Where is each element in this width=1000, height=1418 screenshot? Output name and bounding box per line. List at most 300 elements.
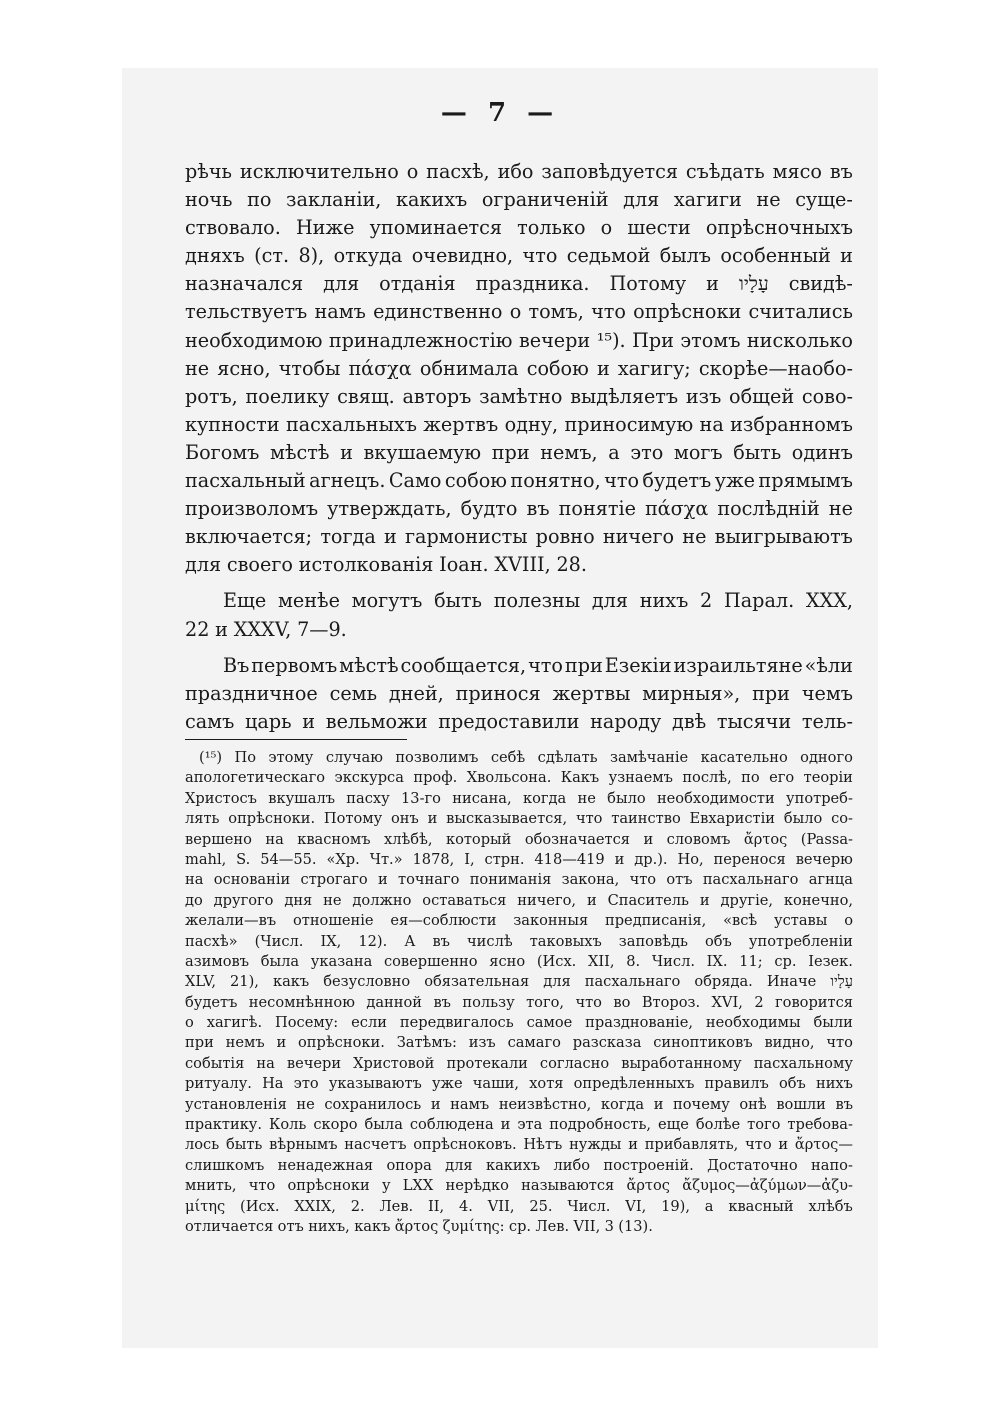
word: а xyxy=(704,1197,714,1215)
word: словомъ xyxy=(666,830,731,848)
main-line xyxy=(185,327,853,355)
word: желали—въ xyxy=(185,912,277,930)
word: Лев. xyxy=(535,1217,570,1235)
word: хагигу; xyxy=(617,356,691,380)
word: 2 xyxy=(754,993,764,1011)
word: на xyxy=(185,871,204,889)
word: о xyxy=(844,912,853,930)
word: 7—9. xyxy=(297,617,347,641)
word: вечерю xyxy=(795,850,853,868)
word: Въ xyxy=(223,653,250,677)
word: изъ xyxy=(685,384,722,408)
word: употреб- xyxy=(786,789,853,807)
word: Іезек. xyxy=(808,952,853,970)
word: ночь xyxy=(185,188,233,212)
word: ритуалу. xyxy=(185,1075,252,1093)
word: особенный xyxy=(720,244,831,268)
word: данной xyxy=(366,993,423,1011)
footnote-line xyxy=(185,932,853,952)
word: въ xyxy=(526,497,550,521)
word: ἄζυμος—ἀζύμων—ἀζυ- xyxy=(682,1177,853,1195)
word: ср. xyxy=(508,1217,532,1235)
word: S. xyxy=(236,850,251,868)
word: лять xyxy=(185,810,220,828)
word: 4. xyxy=(459,1197,473,1215)
word: ибо xyxy=(497,160,534,183)
word: 28. xyxy=(556,553,587,577)
word: пасхальнаго xyxy=(584,973,681,991)
word: отъ xyxy=(277,1217,304,1235)
word: II, xyxy=(428,1197,445,1215)
word: «ѣли xyxy=(804,653,853,677)
word: когда xyxy=(600,1095,645,1113)
word: себѣ xyxy=(490,749,526,766)
word: либо xyxy=(553,1156,591,1174)
word: первомъ xyxy=(251,653,338,677)
word: менѣе xyxy=(277,589,340,613)
word: не xyxy=(577,789,596,807)
main-line xyxy=(185,587,853,615)
word: обнимала xyxy=(419,356,519,380)
word: свидѣ- xyxy=(788,272,853,296)
main-line xyxy=(185,242,853,270)
main-line xyxy=(185,708,853,736)
word: на xyxy=(265,830,284,848)
word: выработанному xyxy=(621,1054,742,1072)
word: перенося xyxy=(713,850,786,868)
word: ἄρτος xyxy=(626,1177,670,1195)
word: и xyxy=(378,871,388,889)
word: чаши, xyxy=(472,1075,520,1093)
word: основаніи xyxy=(213,871,291,889)
word: Посему: xyxy=(275,1014,339,1032)
word: послѣдній xyxy=(717,497,820,521)
word: не xyxy=(682,525,707,549)
word: правилъ xyxy=(704,1075,769,1093)
word: построеній. xyxy=(603,1156,694,1174)
word: у xyxy=(381,1177,391,1195)
word: עָלָיו xyxy=(738,272,769,296)
word: при xyxy=(185,1034,214,1052)
word: не xyxy=(756,188,781,212)
word: синоптиковъ xyxy=(653,1034,753,1052)
word: было xyxy=(607,789,646,807)
footnote-line xyxy=(185,768,853,788)
word: касательно xyxy=(700,749,788,766)
word: онѣ xyxy=(739,1095,767,1113)
word: произволомъ xyxy=(185,497,319,521)
word: ея—соблюсти xyxy=(390,912,497,930)
word: говорится xyxy=(775,993,853,1011)
word: ствовало. xyxy=(185,216,281,240)
word: со- xyxy=(831,810,853,828)
word: мѣстѣ xyxy=(339,653,399,677)
word: нихъ xyxy=(639,589,689,613)
word: полезны xyxy=(493,589,581,613)
word: для xyxy=(445,1156,473,1174)
footnote xyxy=(185,748,853,1237)
word: этому xyxy=(268,749,314,766)
word: принадлежностію xyxy=(328,328,513,352)
word: что xyxy=(575,993,602,1011)
word: о xyxy=(509,300,522,324)
word: XXX, xyxy=(805,589,853,613)
word: (Исх. xyxy=(536,952,577,970)
word: на xyxy=(256,1054,275,1072)
word: назначался xyxy=(185,272,304,296)
footnote-line xyxy=(185,891,853,911)
word: узнаемъ xyxy=(608,769,673,787)
word: въ xyxy=(835,1095,853,1113)
word: XVIII, xyxy=(494,553,551,577)
word: строгаго xyxy=(300,871,368,889)
word: только xyxy=(517,216,586,240)
word: указываютъ xyxy=(328,1075,422,1093)
word: 1878, xyxy=(412,850,455,868)
word: очевидно, xyxy=(411,244,514,268)
word: для xyxy=(623,188,660,212)
word: VI, xyxy=(625,1197,647,1215)
word: событія xyxy=(185,1054,245,1072)
word: азимовъ xyxy=(185,952,250,970)
word: 8), xyxy=(298,244,325,268)
word: πάσχα xyxy=(645,497,709,521)
word: будетъ xyxy=(185,993,238,1011)
word: тельствуетъ xyxy=(185,300,308,324)
page-number: — 7 — xyxy=(440,98,560,128)
word: могутъ xyxy=(351,589,423,613)
word: быть xyxy=(434,589,482,613)
word: разсказа xyxy=(572,1034,642,1052)
word: ἄρτος xyxy=(394,1217,439,1235)
word: должно xyxy=(352,891,412,909)
word: томъ, xyxy=(528,300,584,324)
word: 21), xyxy=(230,973,259,991)
word: законныя xyxy=(513,912,589,930)
word: по xyxy=(741,769,760,787)
word: понятіе xyxy=(558,497,636,521)
word: не xyxy=(296,1095,315,1113)
word: отличается xyxy=(185,1217,274,1235)
word: обозначается xyxy=(524,830,631,848)
word: сохранилось xyxy=(324,1095,422,1113)
word: семь xyxy=(329,681,378,705)
word: 19), xyxy=(661,1197,690,1215)
word: (ст. xyxy=(254,244,290,268)
main-line xyxy=(185,616,853,644)
word: будто xyxy=(460,497,518,521)
footnote-line xyxy=(185,972,853,992)
word: передвигалось xyxy=(399,1014,514,1032)
word: намъ xyxy=(314,300,366,324)
main-line xyxy=(185,270,853,298)
word: Чт.» xyxy=(369,850,403,868)
word: почему xyxy=(673,1095,730,1113)
word: израильтяне xyxy=(673,653,803,677)
word: опрѣсноки xyxy=(633,300,742,324)
word: для xyxy=(185,553,222,577)
word: VII, xyxy=(573,1217,601,1235)
word: протекали xyxy=(446,1054,528,1072)
word: собою xyxy=(444,469,507,493)
word: ζυμίτης: xyxy=(442,1217,505,1235)
word: хлѣбъ xyxy=(808,1197,853,1215)
word: установленія xyxy=(185,1095,287,1113)
word: исключительно xyxy=(239,160,399,183)
word: Езекіи xyxy=(604,653,672,677)
footnote-line xyxy=(185,789,853,809)
word: обязательная xyxy=(424,973,530,991)
word: согласно xyxy=(539,1054,610,1072)
word: что xyxy=(826,1034,853,1052)
word: 22 xyxy=(185,617,210,641)
word: были xyxy=(813,1014,853,1032)
word: и xyxy=(699,891,710,909)
word: таковыхъ xyxy=(529,932,602,950)
word: На xyxy=(262,1075,284,1093)
word: хагигѣ. xyxy=(206,1014,263,1032)
footnote-line xyxy=(185,1054,853,1074)
footnote-line xyxy=(185,1095,853,1115)
word: что xyxy=(528,653,563,677)
word: какихъ xyxy=(485,1156,541,1174)
word: вошли xyxy=(776,1095,826,1113)
word: закона, xyxy=(561,871,620,889)
word: если xyxy=(351,1014,387,1032)
word: дней, xyxy=(388,681,444,705)
word: собою xyxy=(526,356,589,380)
word: (¹⁵) xyxy=(199,749,223,766)
word: случаю xyxy=(325,749,383,766)
word: ограниченій xyxy=(481,188,609,212)
word: нихъ xyxy=(815,1075,853,1093)
word: и xyxy=(276,1034,287,1052)
word: Коль xyxy=(269,1116,307,1134)
word: По xyxy=(234,749,257,766)
word: празднованіе, xyxy=(585,1014,693,1032)
word: для xyxy=(543,973,571,991)
word: Само xyxy=(388,469,442,493)
word: сдѣлать xyxy=(537,749,598,766)
word: Богомъ xyxy=(185,440,260,464)
word: и xyxy=(778,1136,789,1154)
word: Достаточно xyxy=(707,1156,798,1174)
word: Но, xyxy=(677,850,704,868)
word: и xyxy=(430,1095,441,1113)
word: XVI, xyxy=(711,993,743,1011)
word: о xyxy=(185,1014,194,1032)
word: одинъ xyxy=(791,440,853,464)
word: указана xyxy=(310,952,373,970)
word: какъ xyxy=(272,973,310,991)
word: чемъ xyxy=(801,681,853,705)
word: утверждать, xyxy=(327,497,452,521)
word: въ xyxy=(432,932,450,950)
word: Ниже xyxy=(295,216,355,240)
word: уставы xyxy=(774,912,828,930)
word: мирныя», xyxy=(642,681,741,705)
word: хотя xyxy=(529,1075,564,1093)
word: было xyxy=(783,810,823,828)
word: заповѣдуется xyxy=(541,160,678,183)
footnote-line xyxy=(185,1074,853,1094)
word: Потому xyxy=(323,810,383,828)
footnote-line xyxy=(185,809,853,829)
word: конечно, xyxy=(783,891,853,909)
word: опредѣленныхъ xyxy=(573,1075,695,1093)
word: лось xyxy=(185,1136,220,1154)
word: что xyxy=(248,1177,276,1195)
word: апологетическаго xyxy=(185,769,326,787)
footnote-line xyxy=(185,952,853,972)
word: проф. xyxy=(413,769,458,787)
word: того, xyxy=(526,993,565,1011)
word: одного xyxy=(800,749,853,766)
word: самаго xyxy=(507,1034,561,1052)
word: самое xyxy=(526,1014,573,1032)
word: ясно, xyxy=(217,356,271,380)
word: немъ xyxy=(225,1034,265,1052)
word: мясо xyxy=(772,160,822,183)
word: ровно xyxy=(535,525,595,549)
word: истолкованія xyxy=(298,553,434,577)
word: и xyxy=(614,850,625,868)
word: будетъ xyxy=(642,469,712,493)
word: избранномъ xyxy=(730,412,853,436)
word: единственно xyxy=(373,300,503,324)
word: Какъ xyxy=(560,769,600,787)
word: πάσχα xyxy=(348,356,412,380)
word: опрѣсноки xyxy=(287,1177,370,1195)
word: царь xyxy=(245,709,292,733)
word: употребленіи xyxy=(748,932,853,950)
word: это xyxy=(293,1075,319,1093)
word: скоро xyxy=(313,1116,358,1134)
footnote-line xyxy=(185,830,853,850)
word: и xyxy=(302,709,316,733)
main-line xyxy=(185,383,853,411)
word: по xyxy=(247,188,272,212)
word: чтобы xyxy=(278,356,341,380)
word: экскурса xyxy=(334,769,404,787)
word: неизвѣстно, xyxy=(498,1095,592,1113)
footnote-line xyxy=(185,870,853,890)
word: до xyxy=(185,891,203,909)
word: требова- xyxy=(787,1116,853,1134)
word: сово- xyxy=(801,384,853,408)
word: того xyxy=(747,1116,781,1134)
word: что xyxy=(745,1136,772,1154)
word: практику. xyxy=(185,1116,263,1134)
word: ἄρτος— xyxy=(794,1136,853,1154)
word: вечери xyxy=(518,328,591,352)
word: во xyxy=(613,993,631,1011)
word: пасхальный xyxy=(185,469,306,493)
word: который xyxy=(445,830,512,848)
main-line xyxy=(185,439,853,467)
word: отъ xyxy=(666,871,693,889)
word: ротъ, xyxy=(185,384,238,408)
word: вкушаемую xyxy=(363,440,482,464)
word: закланіи, xyxy=(286,188,382,212)
word: (Исх. xyxy=(240,1197,280,1215)
word: вкушалъ xyxy=(268,789,335,807)
word: приносимую xyxy=(564,412,694,436)
word: Спаситель xyxy=(607,891,689,909)
word: пасхальному xyxy=(753,1054,853,1072)
word: и xyxy=(340,440,353,464)
word: и xyxy=(586,891,597,909)
word: съѣдать xyxy=(685,160,765,183)
word: вѣрнымъ xyxy=(269,1136,338,1154)
word: болѣе xyxy=(695,1116,741,1134)
word: нихъ, xyxy=(308,1217,350,1235)
word: могъ xyxy=(673,440,723,464)
word: вельможи xyxy=(325,709,428,733)
word: называются xyxy=(521,1177,615,1195)
word: прямымъ xyxy=(758,469,853,493)
word: обряда. xyxy=(694,973,753,991)
word: квасный xyxy=(728,1197,794,1215)
word: и xyxy=(628,1136,638,1154)
word: немъ, xyxy=(540,440,598,464)
word: опрѣсночныхъ xyxy=(705,216,853,240)
word: ср. xyxy=(774,952,797,970)
word: не xyxy=(185,356,210,380)
word: отданія xyxy=(379,272,456,296)
word: самъ xyxy=(185,709,235,733)
word: необходимы xyxy=(705,1014,801,1032)
word: Еще xyxy=(223,589,267,613)
word: что xyxy=(591,300,626,324)
footnote-line xyxy=(185,1115,853,1135)
word: скорѣе—наобо- xyxy=(698,356,853,380)
word: высказывается, xyxy=(446,810,568,828)
word: пасхѣ» xyxy=(185,932,238,950)
word: не xyxy=(323,891,342,909)
word: упоминается xyxy=(369,216,503,240)
main-line xyxy=(185,158,853,186)
word: mahl, xyxy=(185,850,227,868)
word: не xyxy=(828,497,853,521)
word: 8. xyxy=(626,952,641,970)
word: Числ. xyxy=(567,1197,611,1215)
word: эта xyxy=(517,1116,543,1134)
word: и xyxy=(653,1095,664,1113)
word: включается; xyxy=(185,525,313,549)
word: теоріи xyxy=(803,769,853,787)
word: ἄρτος xyxy=(743,830,788,848)
word: изъ xyxy=(468,1034,496,1052)
word: мнить, xyxy=(185,1177,237,1195)
word: при xyxy=(491,440,530,464)
main-line xyxy=(185,298,853,326)
word: быть xyxy=(225,1136,263,1154)
footnote-divider xyxy=(185,739,407,740)
word: 2 xyxy=(700,589,713,613)
main-line xyxy=(185,652,853,680)
word: Лев. xyxy=(379,1197,414,1215)
main-line xyxy=(185,467,853,495)
word: что xyxy=(575,810,603,828)
word: была xyxy=(260,952,300,970)
word: вершено xyxy=(185,830,252,848)
word: опрѣсноковъ. xyxy=(413,1136,517,1154)
word: другого xyxy=(213,891,274,909)
word: двѣ xyxy=(672,709,707,733)
word: предоставили xyxy=(438,709,580,733)
word: о xyxy=(406,160,419,183)
